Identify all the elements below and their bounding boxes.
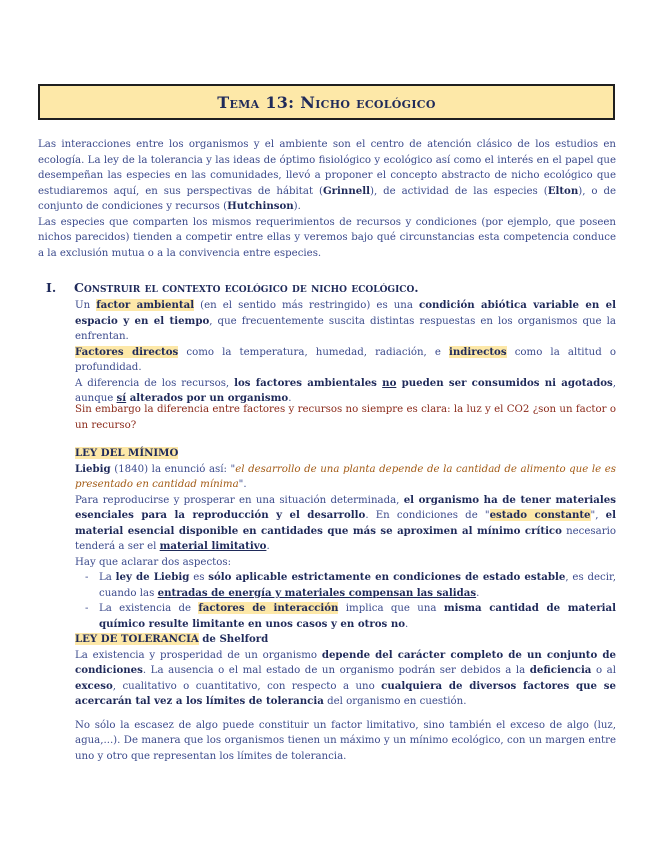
text: del organismo en cuestión.: [323, 696, 467, 707]
heading-ley-minimo: LEY DEL MÍNIMO: [75, 447, 179, 459]
text: como la temperatura, humedad, radiación, e: [178, 346, 450, 358]
author-hutchinson: Hutchinson: [227, 200, 294, 212]
text: el material esencial disponible en cantidades que más se aproximen al mínimo crítico: [75, 509, 616, 537]
text: cualquiera de diversos factores que se acercarán tal vez a los límites de tolerancia: [75, 679, 616, 707]
text: ",: [590, 510, 606, 521]
text: La existencia de: [99, 603, 199, 614]
section-title: Construir el contexto ecológico de nicho ecológico.: [74, 280, 419, 295]
text: La existencia y prosperidad de un organismo: [75, 649, 322, 661]
text: , cualitativo o cuantitativo, con respecto a uno: [112, 680, 382, 692]
aspects-list: [75, 570, 616, 632]
text: ).: [293, 201, 301, 212]
text: misma cantidad de material químico resulte limitante en unos casos y en otros no: [99, 602, 617, 630]
section-number: I.: [46, 280, 57, 295]
text: (en el sentido más restringido) es una: [194, 300, 420, 311]
term-si: sí: [116, 392, 127, 404]
intro-paragraph-1: [38, 137, 616, 215]
limits-paragraph: No sólo la escasez de algo puede constituir un factor limitativo, sino también el exceso de algo (luz, agua,...). De manera que los organismos tienen un máximo y un mínimo ecológico, con un margen entre uno y otro que representan los límites de tolerancia.: [75, 719, 616, 762]
text: pueden ser consumidos ni agotados: [396, 376, 613, 389]
text: .: [266, 541, 270, 552]
text: ".: [238, 479, 247, 490]
list-item: [85, 570, 616, 601]
text: ley de Liebig: [115, 571, 190, 583]
author-grinnell: Grinnell: [322, 184, 370, 197]
text: , aunque: [75, 377, 617, 404]
text: como la altitud o profundidad.: [75, 346, 616, 373]
heading-shelford: de Shelford: [198, 633, 269, 645]
text: Un: [75, 300, 97, 311]
text: , que frecuentemente suscita distintas respuestas en los organismos que la enfrentan.: [75, 315, 616, 342]
text: Las interacciones entre los organismos y el ambiente son el centro de atención clásico de los estudios en ecología. La ley de la tolerancia y las ideas de óptimo fisiológico y ecológico así como el interés en el papel que desempeñan las especies en las comunidades, llevó a proponer el concepto abstracto de nicho ecológico que estudiaremos aquí, en sus perspectivas de hábitat (: [38, 139, 616, 197]
term-indirectos: indirectos: [449, 345, 507, 358]
text: ), de actividad de las especies (: [369, 185, 548, 197]
text: ), o de conjunto de condiciones y recursos (: [38, 185, 616, 212]
note-paragraph: Sin embargo la diferencia entre factores y recursos no siempre es clara: la luz y el CO2 ¿son un factor o un recurso?: [75, 404, 616, 431]
heading-ley-tolerancia: LEY DE TOLERANCIA: [75, 633, 199, 645]
text: los factores ambientales: [234, 376, 383, 389]
text: .: [476, 587, 480, 599]
text: necesario tenderá a ser el: [75, 525, 616, 552]
term-material-limitativo: material limitativo: [159, 540, 267, 552]
text: implica que una: [338, 603, 444, 614]
title-box: [38, 84, 615, 120]
text: (1840) la enunció así: ": [110, 463, 236, 475]
text: sólo aplicable estrictamente en condiciones de estado estable: [208, 571, 566, 583]
intro: [38, 137, 616, 261]
author-elton: Elton: [547, 184, 579, 197]
text: , es decir, cuando las: [99, 572, 617, 599]
text: el organismo ha de tener materiales esenciales para la reproducción y el desarrollo: [75, 493, 616, 521]
term-estado-constante: estado constante: [489, 509, 591, 521]
section-heading: [46, 280, 606, 295]
ley-tolerancia-heading: [75, 632, 616, 648]
text: . La ausencia o el mal estado de un organismo podrán ser debidos a la: [142, 665, 530, 676]
term-no: no: [382, 376, 397, 389]
text: Para reproducirse y prosperar en una situación determinada,: [75, 494, 404, 506]
liebig-paragraph: [75, 462, 616, 493]
factors-block: [75, 298, 616, 407]
ley-minimo-block: [75, 446, 616, 764]
term-deficiencia: deficiencia: [529, 664, 592, 676]
text: .: [405, 618, 409, 630]
liebig-quote: el desarrollo de una planta depende de la cantidad de alimento que le es presentado en cantidad mínima: [75, 463, 616, 490]
term-exceso: exceso: [75, 679, 113, 692]
term-condicion: condición abiótica variable en el espacio y en el tiempo: [75, 299, 617, 327]
text: entradas de energía y materiales compensan las salidas: [157, 586, 477, 599]
paragraph-factores-directos: [75, 345, 616, 376]
page-title: Tema 13: Nicho ecológico: [217, 92, 436, 112]
text: A diferencia de los recursos,: [75, 377, 235, 389]
text: La: [99, 572, 116, 583]
paragraph-factor-ambiental: [75, 298, 616, 345]
text: o al: [591, 665, 616, 676]
text: . En condiciones de ": [365, 510, 490, 521]
author-liebig: Liebig: [75, 462, 111, 475]
aspects-intro: Hay que aclarar dos aspectos:: [75, 556, 232, 568]
term-factor-ambiental: factor ambiental: [96, 299, 195, 311]
tolerancia-paragraph: [75, 648, 616, 710]
text: depende del carácter completo de un conjunto de condiciones: [75, 648, 616, 676]
text: es: [189, 572, 209, 583]
text: alterados por un organismo: [126, 392, 289, 404]
text: .: [288, 393, 292, 404]
ley-minimo-heading: [75, 446, 616, 462]
term-factores-directos: Factores directos: [75, 345, 179, 358]
intro-paragraph-2: Las especies que comparten los mismos requerimientos de recursos y condiciones (por ejemplo, que poseen nichos parecidos) tienden a competir entre ellas y veremos bajo qué circunstancias esta competencia conduce a la exclusión mutua o a la convivencia entre especies.: [38, 216, 616, 259]
term-factores-interaccion: factores de interacción: [198, 602, 339, 614]
list-item: [85, 601, 616, 632]
material-paragraph: [75, 493, 616, 555]
